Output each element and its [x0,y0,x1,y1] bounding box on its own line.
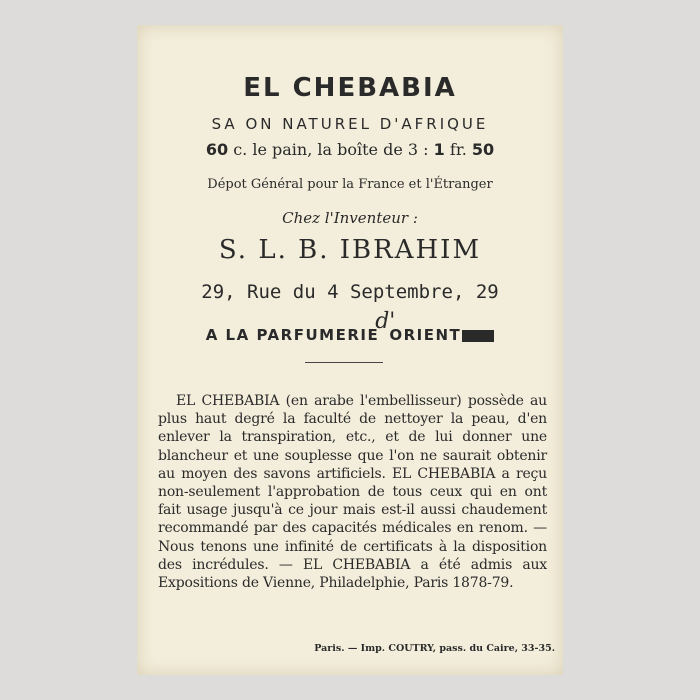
ink-blot [462,330,494,342]
chez-inventeur: Chez l'Inventeur : [282,209,418,227]
parfumerie-suffix: ORIENT [389,326,462,344]
depot-line: Dépot Général pour la France et l'Étranger [207,177,493,192]
box-unit: fr. [449,140,467,159]
address-line: 29, Rue du 4 Septembre, 29 [201,281,499,303]
printer-imprint: Paris. — Imp. COUTRY, pass. du Caire, 33-35. [314,643,555,654]
trade-card-back [137,25,563,675]
price-line [137,140,563,159]
product-subtitle: SA ON NATUREL D'AFRIQUE [211,115,489,133]
parfumerie-line [137,309,563,346]
box-cents: 50 [471,140,495,159]
product-title: EL CHEBABIA [243,73,457,103]
inventor-name: S. L. B. IBRAHIM [218,235,482,265]
price-amount: 60 [205,140,229,159]
divider-rule [305,362,383,363]
box-price: 1 [433,140,445,159]
price-unit-text: c. le pain, la boîte de 3 : [233,140,429,159]
parfumerie-prefix: A LA PARFUMERIE [205,326,380,344]
handwritten-correction: d' [375,309,396,334]
description-paragraph: EL CHEBABIA (en arabe l'embellisseur) possède au plus haut degré la faculté de nettoyer la peau, d'en enlever la transpiration, etc., et de lui donner une blancheur et une souplesse que l'on ne saurait obtenir au moyen des savons artificiels. EL CHEBABIA a reçu non-seulement l'approbation de tous ceux qui en ont fait usage jusqu'à ce jour mais est-il aussi chaudement recommandé par des capacités médicales en renom. — Nous tenons une infinité de certificats à la disposition des incrédules. — EL CHEBABIA a été admis aux Expositions de Vienne, Philadelphie, Paris 1878-79. [158,393,547,592]
